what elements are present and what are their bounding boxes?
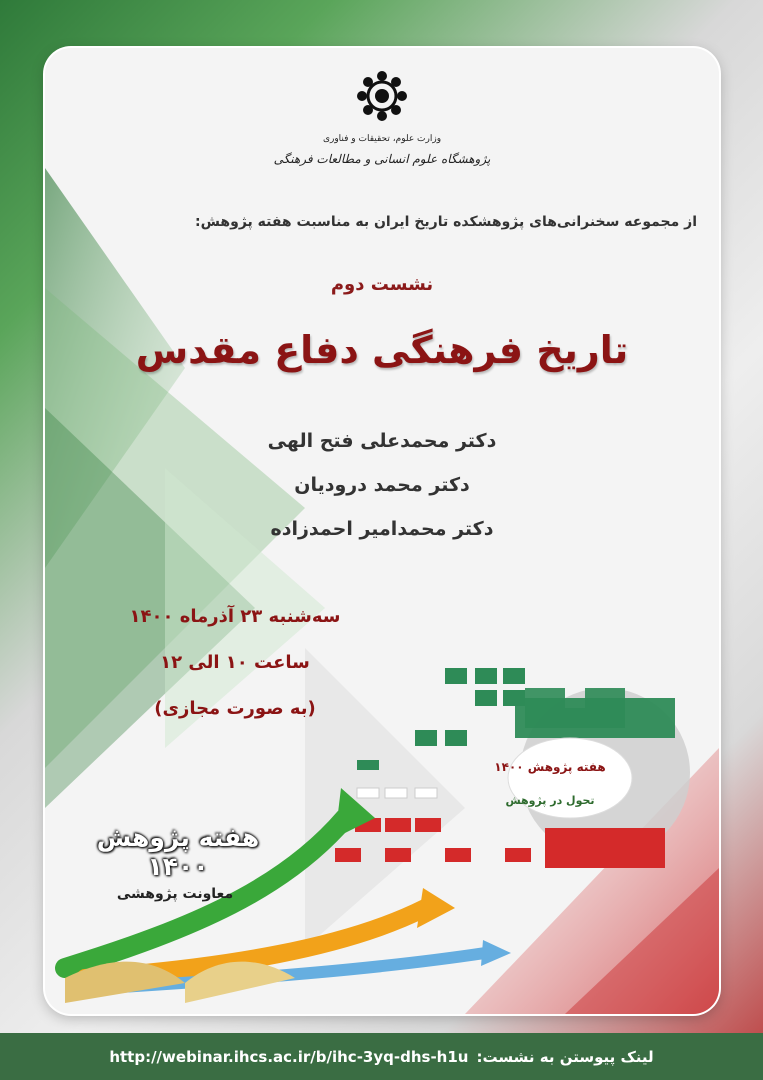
intro-text: از مجموعه سخنرانی‌های پژوهشکده تاریخ ایران به مناسبت هفته پژوهش: (195, 214, 697, 230)
poster-card (45, 48, 719, 1014)
institute-logo (45, 68, 719, 128)
speaker-3: دکتر محمدامیر احمدزاده (270, 518, 494, 540)
session-label: نشست دوم (330, 274, 434, 295)
ministry-name: وزارت علوم، تحقیقات و فناوری (322, 134, 442, 144)
footer-label: لینک پیوستن به نشست: (476, 1047, 654, 1066)
research-deputy-label: معاونت پژوهشی (116, 886, 234, 902)
rosette-logo-icon (354, 68, 410, 124)
lecture-title: تاریخ فرهنگی دفاع مقدس (135, 328, 629, 372)
gear-title: هفته پژوهش ۱۴۰۰ (494, 760, 606, 774)
event-time: ساعت ۱۰ الی ۱۲ (160, 652, 310, 673)
webinar-link[interactable]: http://webinar.ihcs.ac.ir/b/ihc-3yq-dhs-h1u (109, 1047, 469, 1066)
research-week-badge: هفته پژوهش ۱۴۰۰ (96, 823, 260, 881)
event-date: سه‌شنبه ۲۳ آذرماه ۱۴۰۰ (129, 606, 341, 627)
institute-name: پژوهشگاه علوم انسانی و مطالعات فرهنگی (273, 152, 491, 166)
speaker-2: دکتر محمد درودیان (294, 474, 470, 496)
speaker-1: دکتر محمدعلی فتح الهی (267, 430, 497, 452)
gear-slogan: تحول در پژوهش (505, 794, 595, 807)
footer-bar (0, 1033, 763, 1080)
event-mode: (به صورت مجازی) (154, 698, 316, 719)
